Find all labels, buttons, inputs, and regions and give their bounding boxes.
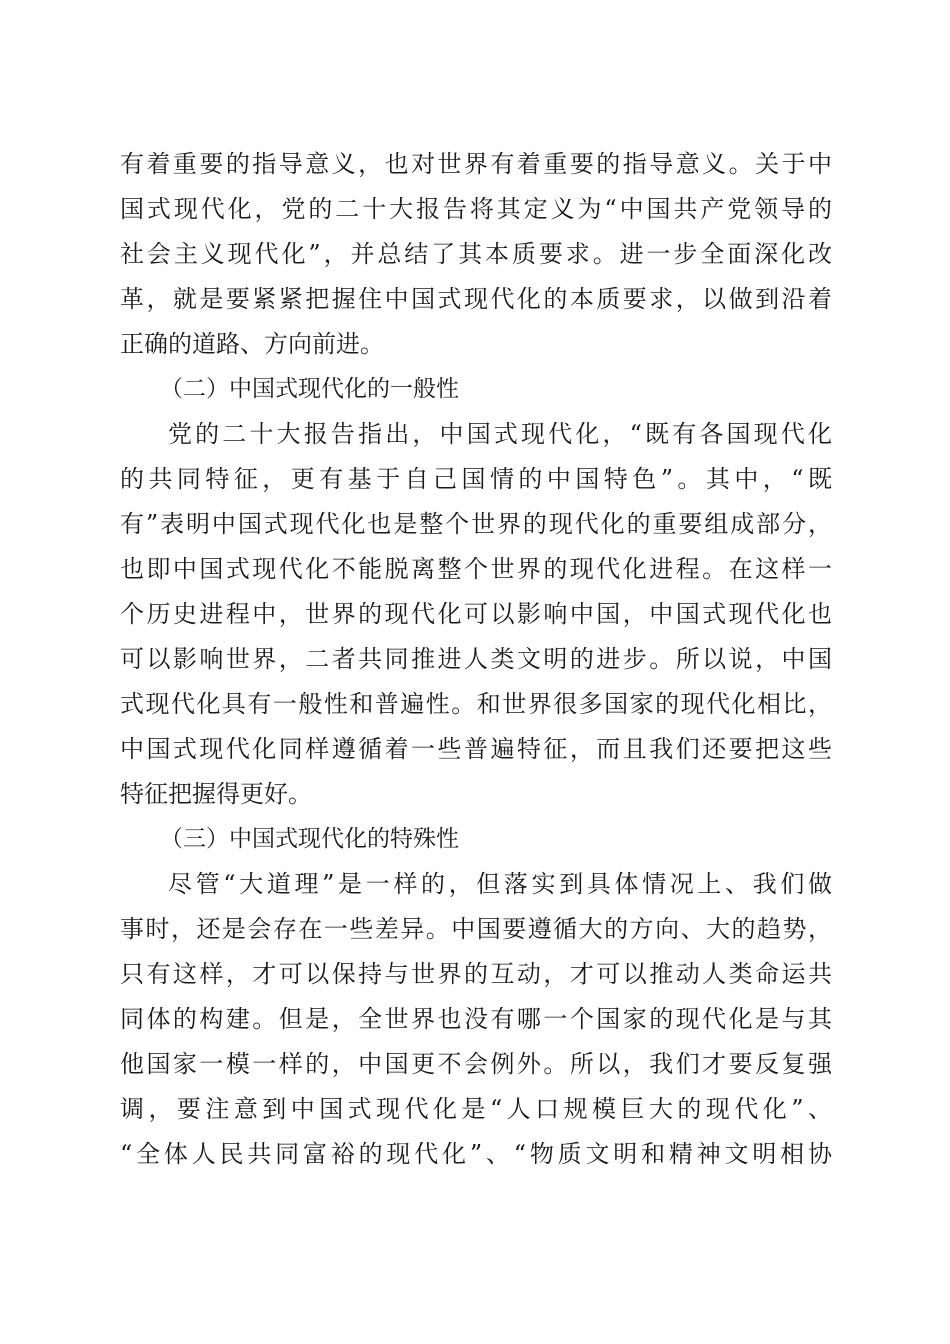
paragraph-line: 他国家一模一样的，中国更不会例外。所以，我们才要反复强 xyxy=(120,1050,832,1078)
paragraph-line: 式现代化具有一般性和普遍性。和世界很多国家的现代化相比， xyxy=(120,690,832,718)
paragraph-line: 也即中国式现代化不能脱离整个世界的现代化进程。在这样一 xyxy=(120,555,832,583)
paragraph-line: 可以影响世界，二者共同推进人类文明的进步。所以说，中国 xyxy=(120,645,832,673)
paragraph-line: 正确的道路、方向前进。 xyxy=(120,330,384,358)
paragraph-line: 个历史进程中，世界的现代化可以影响中国，中国式现代化也 xyxy=(120,600,832,628)
section-heading: （三）中国式现代化的特殊性 xyxy=(160,826,459,852)
paragraph-line: 国式现代化，党的二十大报告将其定义为“中国共产党领导的 xyxy=(120,195,832,223)
paragraph-line: 社会主义现代化”，并总结了其本质要求。进一步全面深化改 xyxy=(120,240,832,268)
paragraph-line: 调，要注意到中国式现代化是“人口规模巨大的现代化”、 xyxy=(120,1095,832,1123)
paragraph-line: 中国式现代化同样遵循着一些普遍特征，而且我们还要把这些 xyxy=(120,735,832,763)
paragraph-line: 的共同特征，更有基于自己国情的中国特色”。其中，“既 xyxy=(120,465,832,493)
paragraph-line: 特征把握得更好。 xyxy=(120,780,312,808)
paragraph-line: 党的二十大报告指出，中国式现代化，“既有各国现代化 xyxy=(168,420,832,448)
paragraph-line: 尽管“大道理”是一样的，但落实到具体情况上、我们做 xyxy=(168,870,832,898)
paragraph-line: 只有这样，才可以保持与世界的互动，才可以推动人类命运共 xyxy=(120,960,832,988)
paragraph-line: 事时，还是会存在一些差异。中国要遵循大的方向、大的趋势， xyxy=(120,915,832,943)
paragraph-line: “全体人民共同富裕的现代化”、“物质文明和精神文明相协 xyxy=(120,1140,832,1168)
paragraph-line: 革，就是要紧紧把握住中国式现代化的本质要求，以做到沿着 xyxy=(120,285,832,313)
section-heading: （二）中国式现代化的一般性 xyxy=(160,376,459,402)
paragraph-line: 同体的构建。但是，全世界也没有哪一个国家的现代化是与其 xyxy=(120,1005,832,1033)
paragraph-line: 有着重要的指导意义，也对世界有着重要的指导意义。关于中 xyxy=(120,150,832,178)
paragraph-line: 有”表明中国式现代化也是整个世界的现代化的重要组成部分， xyxy=(120,510,832,538)
